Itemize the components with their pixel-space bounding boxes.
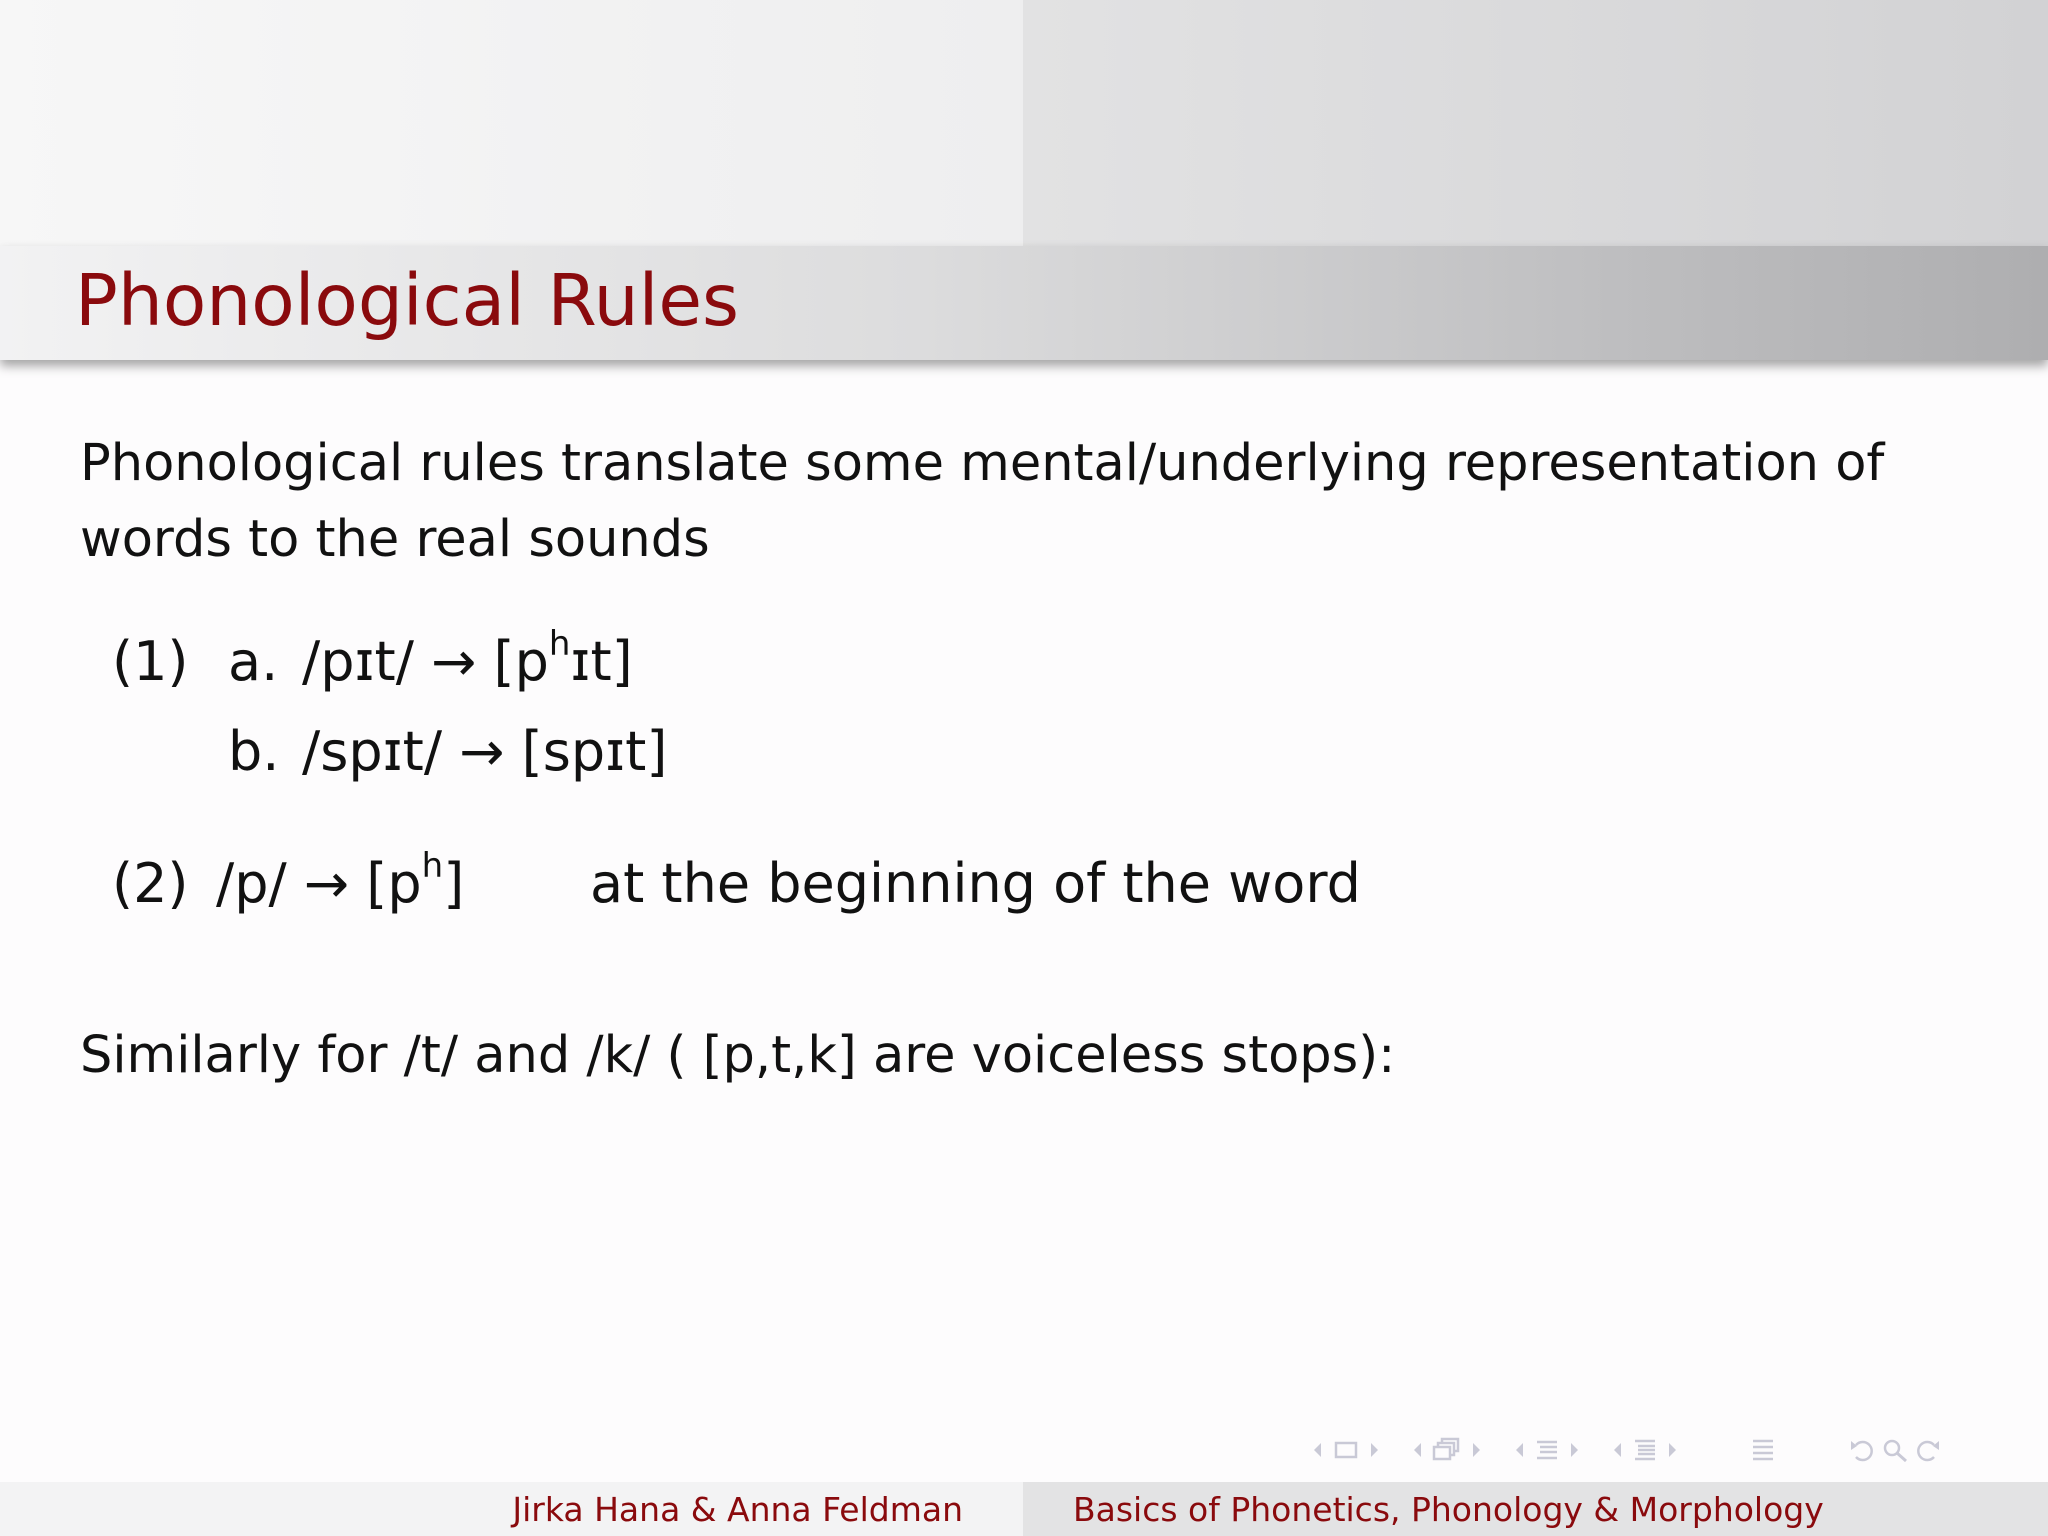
slide-body <box>80 426 1980 578</box>
header-right-panel <box>1023 0 2048 246</box>
arrow-icon: → <box>303 852 350 915</box>
document-next-arrow-icon[interactable] <box>1666 1440 1680 1460</box>
section-prev-arrow-icon[interactable] <box>1512 1440 1526 1460</box>
section-next-arrow-icon[interactable] <box>1568 1440 1582 1460</box>
redo-icon[interactable] <box>1912 1437 1942 1463</box>
example-number-1: (1) <box>112 630 189 693</box>
frame-prev-arrow-icon[interactable] <box>1310 1440 1324 1460</box>
frame-icon[interactable] <box>1334 1440 1358 1460</box>
footer-right <box>1023 1482 2048 1536</box>
intro-text: Phonological rules translate some mental/underlying representation of words to the real sounds <box>80 434 1885 569</box>
underlying-form: /pɪt/ <box>302 630 414 693</box>
footer-talk-title: Basics of Phonetics, Phonology & Morphology <box>1073 1490 1824 1529</box>
beamer-navigation-symbols <box>1310 1432 2030 1468</box>
example-2-rule <box>216 846 465 915</box>
example-1b-derivation <box>302 720 667 783</box>
surface-form: $[p^h]$ <box>366 846 465 915</box>
subsection-icon[interactable] <box>1432 1437 1462 1463</box>
section-icon[interactable] <box>1534 1438 1560 1462</box>
document-prev-arrow-icon[interactable] <box>1610 1440 1624 1460</box>
document-icon[interactable] <box>1632 1438 1658 1462</box>
rule-condition: at the beginning of the word <box>590 852 1361 915</box>
subsection-prev-arrow-icon[interactable] <box>1410 1440 1424 1460</box>
title-bar <box>0 246 2048 360</box>
slide-title: Phonological Rules <box>75 259 740 342</box>
footer-authors: Jirka Hana & Anna Feldman <box>512 1490 963 1529</box>
search-icon[interactable] <box>1880 1437 1910 1463</box>
footer-left <box>0 1482 1023 1536</box>
undo-icon[interactable] <box>1848 1437 1878 1463</box>
underlying-form: /spɪt/ <box>302 720 443 783</box>
example-letter-b: b. <box>228 720 280 783</box>
appendix-icon[interactable] <box>1750 1438 1776 1462</box>
example-1a-derivation <box>302 624 633 693</box>
header-nav-panel <box>0 0 1023 246</box>
example-letter-a: a. <box>228 630 279 693</box>
surface-form: [spɪt] <box>521 720 668 783</box>
similarly-text: Similarly for /t/ and /k/ ( [p,t,k] are voiceless stops): <box>80 1026 1396 1085</box>
frame-next-arrow-icon[interactable] <box>1368 1440 1382 1460</box>
arrow-icon: → <box>459 720 505 783</box>
underlying-form: /p/ <box>216 852 287 915</box>
arrow-icon: → <box>431 630 477 693</box>
example-number-2: (2) <box>112 852 189 915</box>
subsection-next-arrow-icon[interactable] <box>1470 1440 1484 1460</box>
surface-form: $[p^hɪt]$ <box>493 624 633 693</box>
